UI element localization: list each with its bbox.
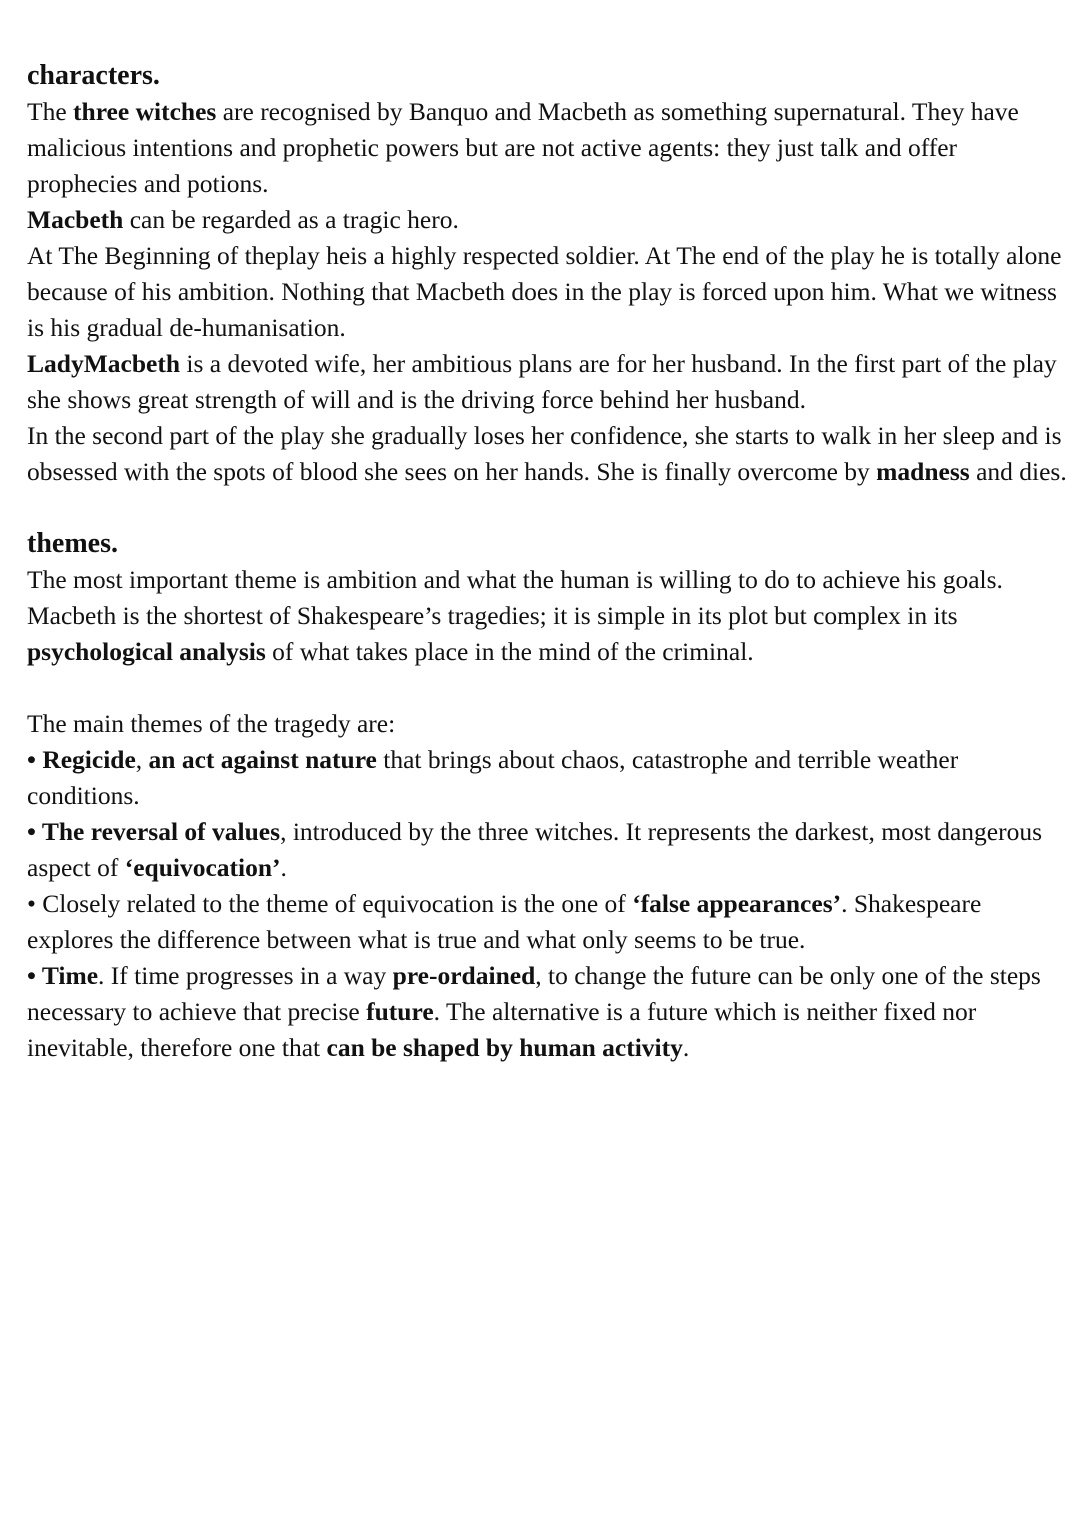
themes-intro-pre: The most important theme is ambition and what the human is willing to do to achieve his goals. Macbeth is the shortest of Shakespeare’s tragedies; it is simple in its plot but complex in its	[27, 565, 1003, 630]
bullet-time	[27, 958, 1067, 1066]
pre-ordained-bold: pre-ordained	[392, 961, 536, 990]
bullet-marker: •	[27, 961, 42, 990]
false-appearances-bold: ‘false appearances’	[632, 889, 842, 918]
bullet-marker: •	[27, 817, 42, 846]
psychological-analysis-bold: psychological analysis	[27, 637, 266, 666]
bullet-false-appearances	[27, 886, 1067, 958]
macbeth-body-paragraph: At The Beginning of theplay heis a highly respected soldier. At The end of the play he is totally alone because of his ambition. Nothing that Macbeth does in the play is forced upon him. What we witness is his gradual de-humanisation.	[27, 241, 1062, 342]
bullet4-text-2: , to change the future can be only one of the steps necessary to achieve that precise	[27, 961, 1041, 1026]
reversal-of-values-bold: The reversal of values	[41, 817, 281, 846]
bullet4-text-3: . The alternative is a future which is neither fixed nor inevitable, therefore one that	[27, 997, 977, 1062]
lady-macbeth-text: is a devoted wife, her ambitious plans are for her husband. In the first part of the play she shows great strength of will and is the driving force behind her husband.	[27, 349, 1057, 414]
bullet-reversal-of-values	[27, 814, 1067, 886]
bullet2-text: , introduced by the three witches. It represents the darkest, most dangerous aspect of	[27, 817, 1042, 882]
second-part-text-pre: In the second part of the play she gradually loses her confidence, she starts to walk in her sleep and is obsessed with the spots of blood she sees on her hands. She is finally overcome by	[27, 421, 1062, 486]
themes-intro-post: of what takes place in the mind of the criminal.	[265, 637, 754, 666]
bullet1-text: that brings about chaos, catastrophe and terrible weather conditions.	[27, 745, 959, 810]
witches-paragraph	[27, 94, 1067, 202]
bullet-marker: •	[27, 745, 43, 774]
macbeth-intro-text: can be regarded as a tragic hero.	[123, 205, 459, 234]
second-part-text-post: and dies.	[969, 457, 1067, 486]
lady-macbeth-bold: LadyMacbeth	[27, 349, 180, 378]
bullet1-comma: ,	[135, 745, 149, 774]
madness-bold: madness	[876, 457, 970, 486]
macbeth-bold: Macbeth	[27, 205, 124, 234]
document-page	[27, 58, 1067, 1066]
act-against-nature-bold: an act against nature	[148, 745, 377, 774]
bullet3-text-pre: • Closely related to the theme of equivocation is the one of	[27, 889, 633, 918]
witches-text-post: are recognised by Banquo and Macbeth as something supernatural. They have malicious intentions and prophetic powers but are not active agents: they just talk and offer prophecies and potions.	[27, 97, 1019, 198]
shaped-by-human-activity-bold: can be shaped by human activity	[326, 1033, 683, 1062]
bullet4-text-1: . If time progresses in a way	[98, 961, 393, 990]
witches-text-pre: The	[27, 97, 74, 126]
second-part-paragraph	[27, 418, 1067, 490]
equivocation-bold: ‘equivocation’	[124, 853, 281, 882]
regicide-bold: Regicide	[42, 745, 136, 774]
macbeth-intro-paragraph	[27, 202, 1067, 238]
bullet4-period: .	[682, 1033, 690, 1062]
bullet3-text-post: . Shakespeare explores the difference between what is true and what only seems to be true.	[27, 889, 982, 954]
lady-macbeth-paragraph	[27, 346, 1067, 418]
themes-heading: themes.	[27, 528, 118, 559]
themes-intro-paragraph	[27, 562, 1067, 670]
future-bold: future	[366, 997, 434, 1026]
characters-heading: characters.	[27, 60, 160, 91]
time-bold: Time	[41, 961, 99, 990]
witches-bold: three witches	[73, 97, 217, 126]
bullet-regicide	[27, 742, 1067, 814]
bullet2-period: .	[280, 853, 287, 882]
paragraph-spacer	[27, 670, 1067, 706]
main-themes-label: The main themes of the tragedy are:	[27, 709, 396, 738]
